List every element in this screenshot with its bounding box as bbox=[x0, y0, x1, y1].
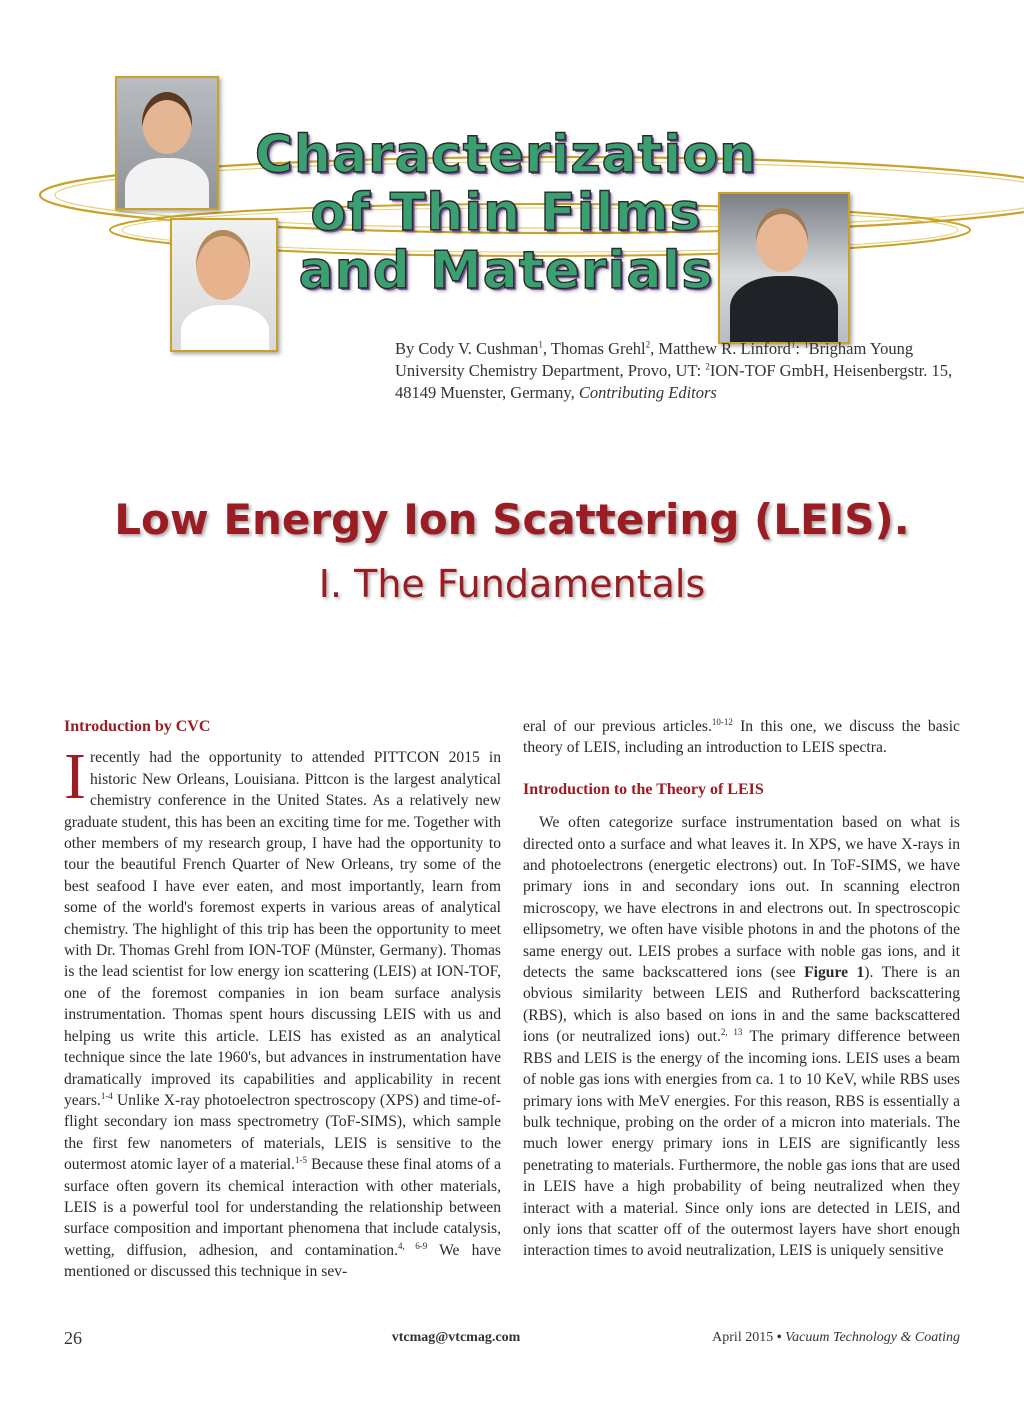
paragraph-text: Because these final atoms of a surface often govern its chemical interaction with other materials, LEIS is a powerful tool for understanding the relationship between surface composition and important phenomena that include catalysis, wetting, diffusion, adhesion, and contamination. bbox=[64, 1156, 501, 1259]
left-column bbox=[64, 716, 501, 1283]
footer-email: vtcmag@vtcmag.com bbox=[391, 1330, 521, 1345]
paragraph-text: eral of our previous articles. bbox=[523, 718, 712, 735]
article-subtitle: I. The Fundamentals bbox=[318, 562, 706, 606]
column-title-line-1: Characterization bbox=[254, 125, 758, 185]
footer-issue bbox=[600, 1330, 960, 1346]
paragraph-text: We often categorize surface instrumentation based on what is directed onto a surface and what leaves it. In XPS, we have X-rays in and photoelectrons (energetic electrons) out. In ToF-SIMS, we have primary ions in and secondary ions out. In scanning electron microscopy, we have electrons in and electrons out. In spectroscopic ellipsometry, we often have visible photons in and the photons of the same energy out. LEIS probes a surface with noble gas ions, and it detects the same backscattered ions (see bbox=[523, 814, 960, 982]
affiliation-1: Brigham Young University Chemistry Department, Provo, UT: bbox=[395, 339, 914, 380]
citation: 4, 6-9 bbox=[398, 1240, 428, 1251]
right-column bbox=[523, 716, 960, 1262]
section-heading-intro: Introduction by CVC bbox=[64, 718, 211, 735]
paragraph-text: recently had the opportunity to attended PITTCON 2015 in historic New Orleans, Louisiana. Pittcon is the largest analytical chemistry conference in the United States. As a relatively new graduate student, this has been an exciting time for me. Together with other members of my research group, I have had the opportunity to tour the beautiful French Quarter of New Orleans, try some of the best seafood I have ever eaten, and most importantly, learn from some of the world's foremost experts in various areas of analytical chemistry. The highlight of this trip has been the opportunity to meet with Dr. Thomas Grehl from ION-TOF (Münster, Germany). Thomas is the lead scientist for low energy ion scattering (LEIS) at ION-TOF, one of the foremost companies in ion beam surface analysis instrumentation. Thomas spent hours discussing LEIS with us and helping us write this article. LEIS has existed as an analytical technique since the late 1960's, but advances in instrumentation have dramatically improved its capabilities and applicability in recent years. bbox=[64, 749, 501, 1109]
byline-author-2: , Thomas Grehl bbox=[542, 339, 646, 358]
paragraph-text: In this one, we discuss the basic theory of LEIS, including an introduction to LEIS spectra. bbox=[523, 718, 960, 757]
byline-role: Contributing Editors bbox=[578, 383, 717, 402]
column-title-line-3: and Materials bbox=[298, 241, 714, 301]
column-title bbox=[226, 126, 786, 300]
paragraph-text: We have mentioned or discussed this technique in sev- bbox=[64, 1241, 502, 1281]
affiliation-mark: 1 bbox=[538, 339, 543, 350]
theory-paragraph bbox=[523, 812, 960, 1262]
affiliation-mark: 2 bbox=[705, 361, 710, 372]
paragraph-text: Unlike X-ray photoelectron spectroscopy (XPS) and time-of-flight secondary ion mass spectrometry (ToF-SIMS), which sample the first few nanometers of materials, LEIS is sensitive to the outermost atomic layer of a material. bbox=[64, 1091, 501, 1174]
continued-paragraph bbox=[523, 716, 960, 759]
affiliation-2: ION-TOF GmbH, Heisenbergstr. 15, 48149 Muenster, Germany, bbox=[395, 361, 953, 402]
intro-paragraph bbox=[64, 740, 502, 1282]
bullet-separator: • bbox=[776, 1330, 782, 1345]
byline-author-3: , Matthew R. Linford bbox=[650, 339, 791, 358]
byline bbox=[395, 338, 985, 404]
byline-author-1: By Cody V. Cushman bbox=[395, 339, 539, 358]
article-title: Low Energy Ion Scattering (LEIS). bbox=[114, 495, 910, 544]
journal-name: Vacuum Technology & Coating bbox=[785, 1330, 960, 1345]
section-heading-theory: Introduction to the Theory of LEIS bbox=[523, 780, 764, 798]
affiliation-mark: 2 bbox=[645, 339, 651, 350]
citation: 1-4 bbox=[100, 1090, 113, 1101]
drop-cap: I bbox=[64, 740, 86, 814]
paragraph-text: ). There is an obvious similarity between LEIS and Rutherford backscattering (RBS), which is also based on ions in and the same backscattered ions (or neutralized ions) out. bbox=[523, 964, 960, 1046]
author-photo-cushman bbox=[115, 76, 219, 210]
byline-separator: : bbox=[795, 339, 805, 358]
page-number: 26 bbox=[64, 1328, 82, 1348]
affiliation-mark: 1 bbox=[804, 339, 809, 350]
citation: 2, 13 bbox=[720, 1027, 743, 1038]
issue-date: April 2015 bbox=[712, 1330, 774, 1345]
figure-reference: Figure 1 bbox=[804, 964, 865, 982]
affiliation-mark: 1 bbox=[790, 339, 796, 350]
paragraph-text: The primary difference between RBS and LEIS is the energy of the incoming ions. LEIS uses a beam of noble gas ions with energies from ca. 1 to 10 KeV, while RBS uses primary ions with MeV energies. For this reason, RBS is essentially a bulk technique, probing on the order of a micron into materials. The much lower energy primary ions in LEIS are significantly less penetrating to materials. Furthermore, the noble gas ions that are used in LEIS have a high probability of being neutralized when they interact with a material. Since only ions are detected in LEIS, and only ions that scatter off of the outermost layers have short enough interaction times to avoid neutralization, LEIS is uniquely sensitive bbox=[523, 1028, 960, 1260]
citation: 1-5 bbox=[295, 1154, 308, 1165]
citation: 10-12 bbox=[711, 716, 733, 727]
column-title-line-2: of Thin Films bbox=[310, 183, 702, 243]
